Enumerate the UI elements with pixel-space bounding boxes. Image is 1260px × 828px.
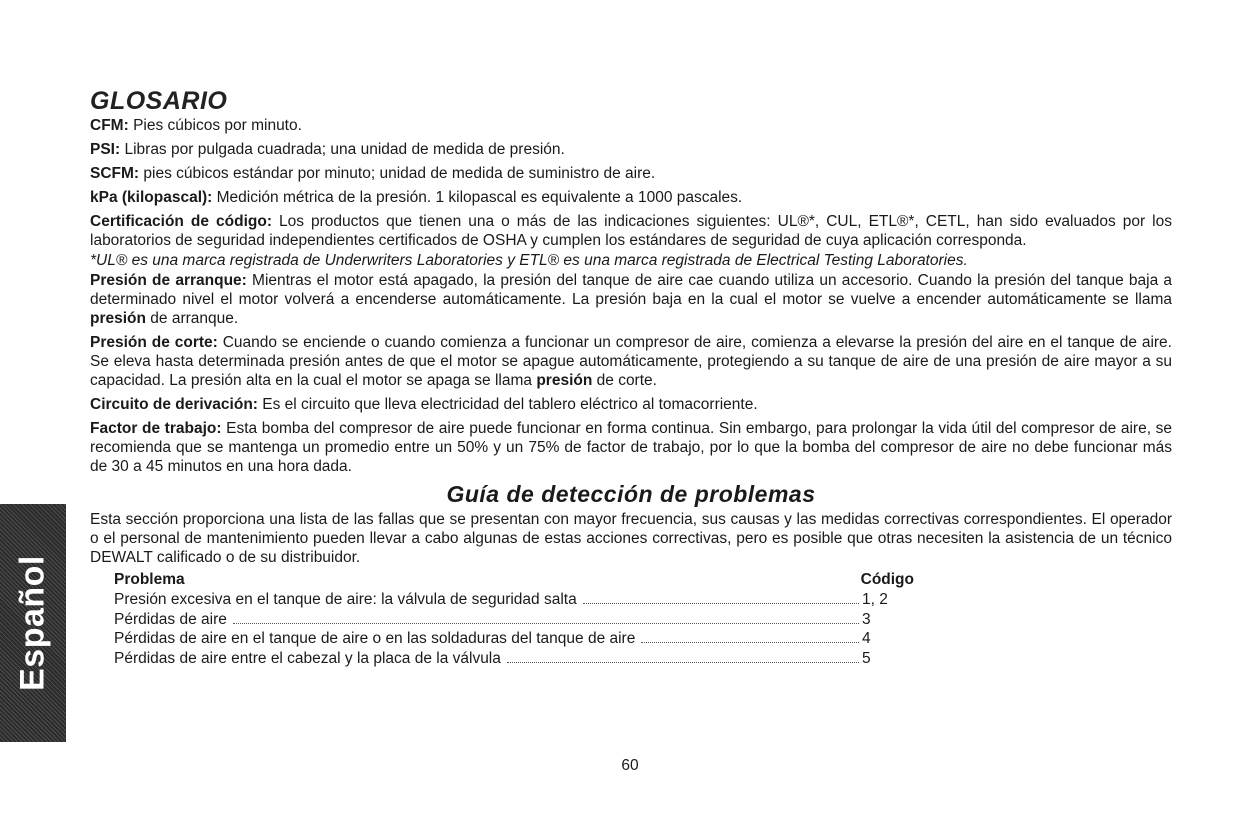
glossary-definition: Cuando se enciende o cuando comienza a funcionar un compresor de aire, comienza a elevarse la presión del aire en el tanque de aire. Se eleva hasta determinada presión antes de que el motor se apague automáticamente, protegiendo a su tanque de aire de una presión de aire mayor a su capacidad. La presión alta en la cual el motor se apaga se llama	[90, 334, 1172, 389]
side-tab-label: Español	[13, 555, 52, 691]
code-cell: 1, 2	[862, 591, 888, 608]
code-cell: 3	[862, 610, 871, 628]
glossary-entry	[90, 140, 1172, 159]
glossary-title: GLOSARIO	[90, 87, 228, 115]
glossary-entry	[90, 212, 1172, 250]
dot-leader	[233, 623, 859, 624]
glossary-term: Presión de corte:	[90, 334, 218, 351]
dot-leader	[641, 642, 859, 643]
code-cell: 5	[862, 649, 871, 667]
glossary-definition: Medición métrica de la presión. 1 kilopascal es equivalente a 1000 pascales.	[216, 189, 743, 206]
glossary-definition: pies cúbicos estándar por minuto; unidad de medida de suministro de aire.	[143, 165, 656, 182]
dot-leader	[583, 603, 859, 604]
glossary-definition: Es el circuito que lleva electricidad del tablero eléctrico al tomacorriente.	[262, 396, 758, 413]
glossary-entry	[90, 188, 1172, 207]
page-content	[90, 86, 1172, 668]
problem-column-header: Problema	[114, 571, 185, 588]
glossary-term: Factor de trabajo:	[90, 420, 222, 437]
glossary-definition: Esta bomba del compresor de aire puede funcionar en forma continua. Sin embargo, para prolongar la vida útil del compresor de aire, se recomienda que se mantenga un promedio entre un 50% y un 75% de factor de trabajo, por lo que la bomba del compresor de aire no debe funcionar más de 30 a 45 minutos en una hora dada.	[90, 420, 1172, 475]
glossary-entry	[90, 333, 1172, 390]
troubleshooting-table	[114, 570, 914, 668]
code-cell: 4	[862, 630, 871, 647]
problem-cell: Pérdidas de aire entre el cabezal y la placa de la válvula	[114, 649, 501, 667]
glossary-entry	[90, 116, 1172, 135]
table-row	[114, 590, 914, 610]
glossary-term: PSI:	[90, 141, 121, 158]
glossary-definition-tail: de arranque.	[150, 310, 239, 327]
table-row	[114, 610, 914, 630]
table-row	[114, 649, 914, 669]
glossary-term: CFM:	[90, 117, 129, 134]
glossary-definition: Los productos que tienen una o más de las indicaciones siguientes: UL®*, CUL, ETL®*, CETL, han sido evaluados por los laboratorios de seguridad independientes certificados de OSHA y cumplen los estándares de seguridad de cuya aplicación corresponda.	[90, 213, 1172, 249]
glossary-entry	[90, 419, 1172, 476]
troubleshooting-intro: Esta sección proporciona una lista de las fallas que se presentan con mayor frecuencia, sus causas y las medidas correctivas correspondientes. El operador o el personal de mantenimiento pueden llevar a cabo algunas de estas acciones correctivas, pero es posible que otras necesiten la asistencia de un técnico DEWALT calificado o de su distribuidor.	[90, 511, 1172, 566]
glossary-emphasis: presión	[536, 372, 593, 389]
glossary-term: Circuito de derivación:	[90, 396, 258, 413]
glossary-term: Presión de arranque:	[90, 272, 247, 289]
troubleshooting-title: Guía de detección de problemas	[446, 481, 816, 507]
glossary-definition: Pies cúbicos por minuto.	[133, 117, 302, 134]
glossary-definition: Mientras el motor está apagado, la presión del tanque de aire cae cuando utiliza un accesorio. Cuando la presión del tanque baja a determinado nivel el motor volverá a encenderse automáticamente. La presión baja en la cual el motor se vuelve a encender automáticamente se llama	[90, 272, 1173, 308]
page-number: 60	[621, 757, 639, 774]
glossary-term: kPa (kilopascal):	[90, 189, 213, 206]
table-header	[114, 570, 914, 590]
table-row	[114, 629, 914, 649]
problem-cell: Pérdidas de aire en el tanque de aire o en las soldaduras del tanque de aire	[114, 630, 636, 647]
code-column-header: Código	[860, 571, 914, 588]
glossary-entry	[90, 164, 1172, 183]
glossary-entry	[90, 271, 1172, 328]
glossary-entry	[90, 395, 1172, 414]
glossary-term: Certificación de código:	[90, 213, 272, 230]
glossary-definition: Libras por pulgada cuadrada; una unidad de medida de presión.	[124, 141, 565, 158]
glossary-definition-tail: de corte.	[596, 372, 657, 389]
glossary-term: SCFM:	[90, 165, 140, 182]
problem-cell: Presión excesiva en el tanque de aire: la válvula de seguridad salta	[114, 591, 577, 608]
trademark-note: *UL® es una marca registrada de Underwriters Laboratories y ETL® es una marca registrada de Electrical Testing Laboratories.	[90, 252, 968, 269]
dot-leader	[507, 662, 859, 663]
language-side-tab	[0, 504, 66, 742]
problem-cell: Pérdidas de aire	[114, 610, 227, 628]
glossary-emphasis: presión	[90, 310, 146, 327]
